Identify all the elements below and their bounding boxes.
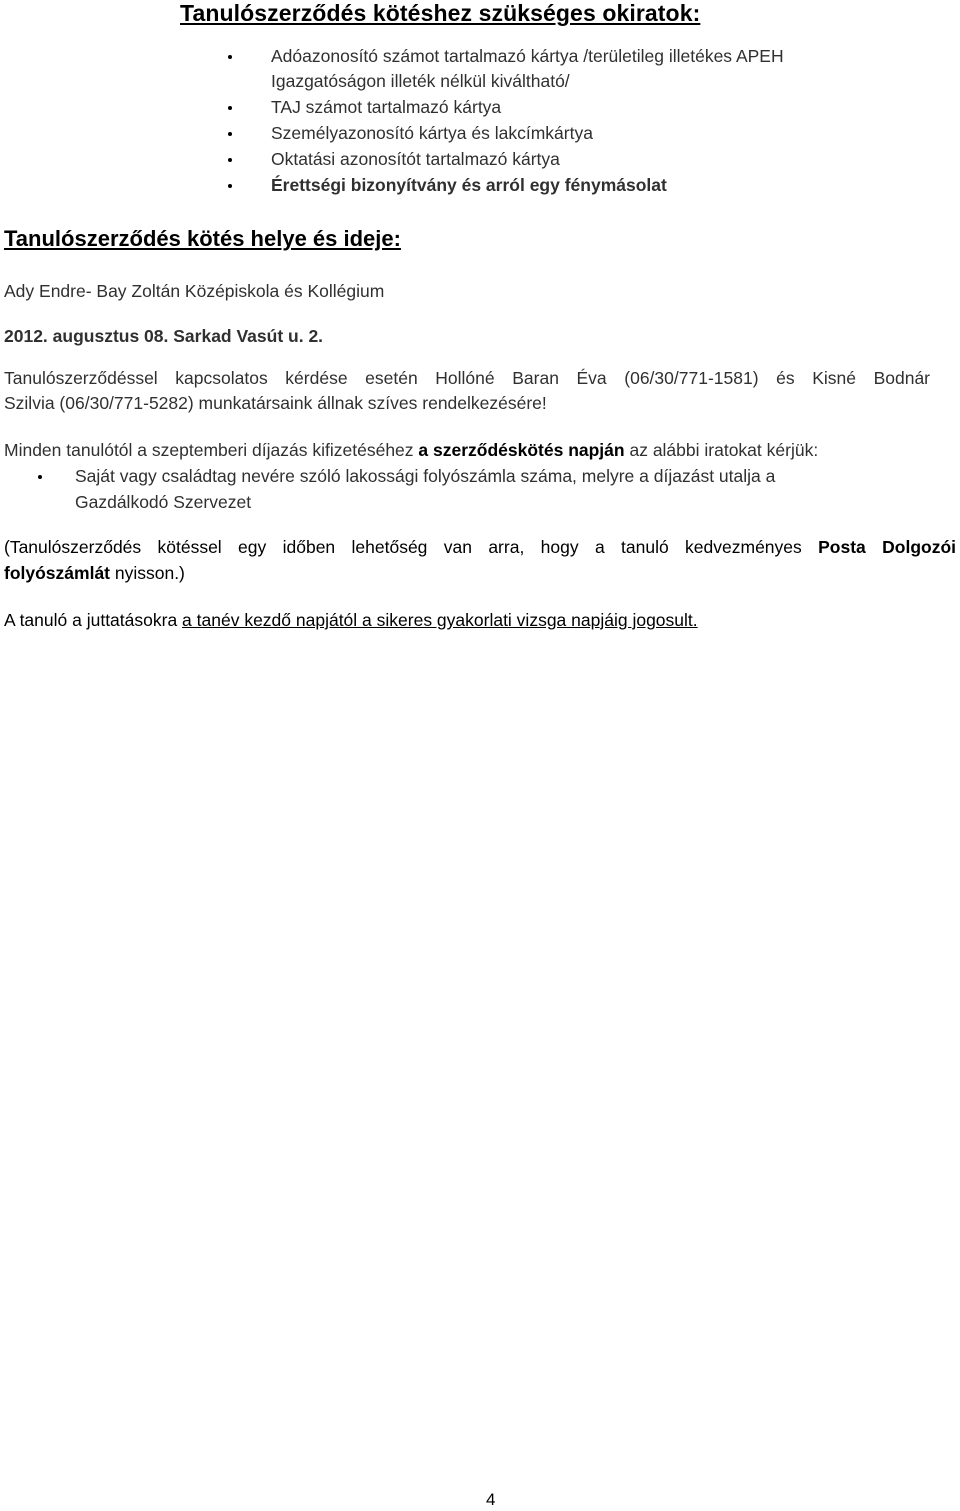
note-end: nyisson.): [110, 563, 185, 583]
contact-line-1: Tanulószerződéssel kapcsolatos kérdése esetén Hollóné Baran Éva (06/30/771-1581) és Kisné Bodnár: [4, 368, 930, 388]
list-item-text: Oktatási azonosítót tartalmazó kártya: [271, 149, 560, 169]
list-item: [0, 175, 960, 201]
payment-intro-bold: a szerződéskötés napján: [418, 440, 625, 460]
bullet-icon: [228, 132, 232, 136]
date-and-address: 2012. augusztus 08. Sarkad Vasút u. 2.: [4, 326, 324, 346]
note-line-2: [4, 563, 185, 584]
bullet-icon: [228, 106, 232, 110]
list-item-continuation: [0, 71, 960, 97]
list-item: [0, 46, 960, 72]
list-item-text: Igazgatóságon illeték nélkül kiváltható/: [271, 71, 570, 91]
note-bold-posta: Posta Dolgozói: [818, 537, 956, 557]
heading-place-and-time: Tanulószerződés kötés helye és ideje:: [4, 226, 401, 251]
entitlement-text: A tanuló a juttatásokra: [4, 610, 183, 630]
list-item-text: Személyazonosító kártya és lakcímkártya: [271, 123, 593, 143]
note-text: (Tanulószerződés kötéssel egy időben lehetőség van arra, hogy a tanuló kedvezményes: [4, 537, 819, 557]
list-item: [0, 97, 960, 123]
payment-item-line-1: Saját vagy családtag nevére szóló lakossági folyószámla száma, melyre a díjazást utalja a: [75, 466, 776, 486]
bullet-icon: [228, 184, 232, 188]
payment-intro: [4, 440, 818, 461]
list-item: [0, 123, 960, 149]
payment-intro-end: az alábbi iratokat kérjük:: [624, 440, 819, 460]
note-bold-account: folyószámlát: [4, 563, 110, 583]
entitlement-underlined: a tanév kezdő napjától a sikeres gyakorlati vizsga napjáig jogosult.: [182, 610, 698, 630]
bullet-icon: [228, 158, 232, 162]
school-name: Ady Endre- Bay Zoltán Középiskola és Kollégium: [4, 281, 385, 301]
payment-intro-text: Minden tanulótól a szeptemberi díjazás kifizetéséhez: [4, 440, 419, 460]
list-item-text: Érettségi bizonyítvány és arról egy fénymásolat: [271, 175, 667, 195]
contact-line-2: Szilvia (06/30/771-5282) munkatársaink állnak szíves rendelkezésére!: [4, 393, 547, 413]
bullet-icon: [38, 475, 42, 479]
entitlement-sentence: [4, 610, 698, 631]
list-item-text: TAJ számot tartalmazó kártya: [271, 97, 502, 117]
note-line-1: [4, 537, 956, 558]
bullet-icon: [228, 55, 232, 59]
heading-required-documents: Tanulószerződés kötéshez szükséges okiratok:: [180, 0, 701, 26]
page-number: 4: [486, 1490, 496, 1509]
payment-item-line-2: Gazdálkodó Szervezet: [75, 492, 252, 512]
list-item: [0, 149, 960, 175]
list-item-text: Adóazonosító számot tartalmazó kártya /területileg illetékes APEH: [271, 46, 784, 66]
